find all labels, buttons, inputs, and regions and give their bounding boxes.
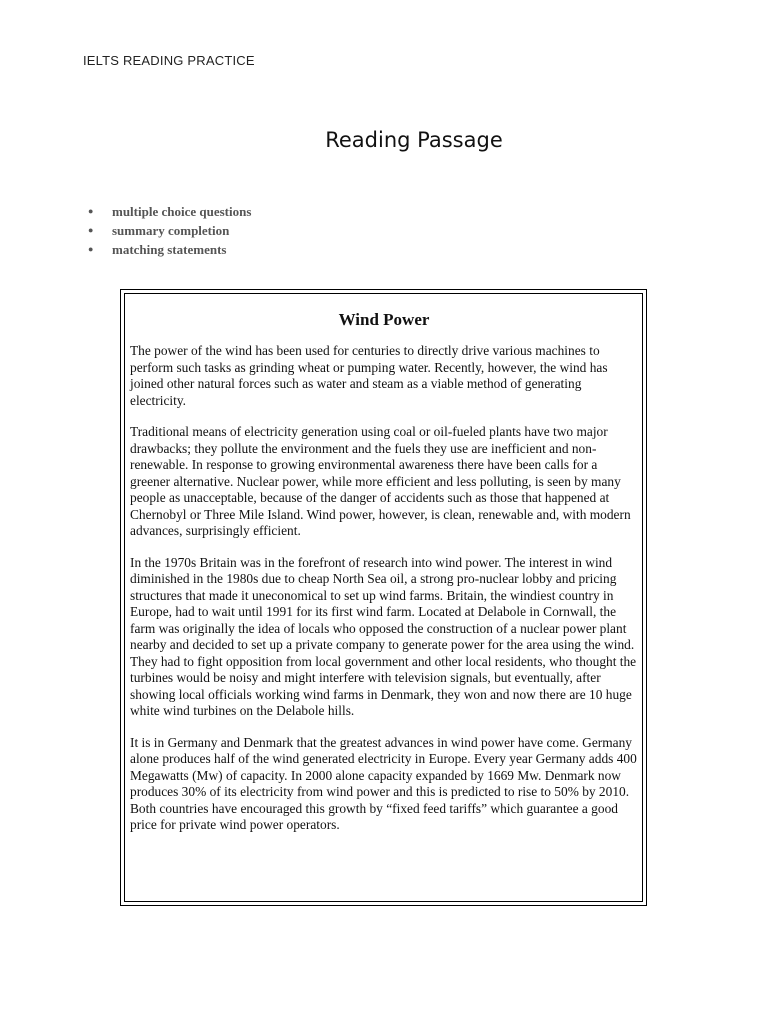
question-type-list (88, 202, 251, 259)
bullet-icon: ● (88, 225, 94, 235)
bullet-icon: ● (88, 244, 94, 254)
question-type-label: multiple choice questions (112, 204, 252, 219)
question-type-item (88, 221, 251, 240)
question-type-item (88, 240, 251, 259)
question-type-label: matching statements (112, 242, 227, 257)
page-title: Reading Passage (325, 128, 503, 152)
passage-paragraph: In the 1970s Britain was in the forefront of research into wind power. The interest in wind diminished in the 1980s due to cheap North Sea oil, a strong pro-nuclear lobby and pricing structures that made it uneconomical to set up wind farms. Britain, the windiest country in Europe, had to wait until 1991 for its first wind farm. Located at Delabole in Cornwall, the farm was originally the idea of locals who opposed the construction of a nuclear power plant nearby and decided to set up a private company to generate power for the area using the wind. They had to fight opposition from local government and other local residents, who thought the turbines would be noisy and might interfere with television signals, but eventually, after showing local officials working wind farms in Denmark, they won and now there are 10 huge white wind turbines on the Delabole hills. (130, 554, 637, 718)
header-label: IELTS READING PRACTICE (83, 53, 255, 68)
passage-paragraph: It is in Germany and Denmark that the greatest advances in wind power have come. Germany alone produces half of the wind generated electricity in Europe. Every year Germany adds 400 Megawatts (Mw) of capacity. In 2000 alone capacity expanded by 1669 Mw. Denmark now produces 30% of its electricity from wind power and this is predicted to rise to 50% by 2010. Both countries have encouraged this growth by “fixed feed tariffs” which guarantee a good price for private wind power operators. (130, 734, 637, 832)
passage-inner-border (124, 293, 643, 902)
passage-title: Wind Power (338, 310, 430, 329)
question-type-item (88, 202, 251, 221)
passage-paragraph: Traditional means of electricity generation using coal or oil-fueled plants have two major drawbacks; they pollute the environment and the fuels they use are inefficient and non-renewable. In response to growing environmental awareness there have been calls for a greener alternative. Nuclear power, while more efficient and less polluting, is seen by many people as unacceptable, because of the danger of accidents such as those that happened at Chernobyl or Three Mile Island. Wind power, however, is clean, renewable and, with modern advances, surprisingly efficient. (130, 424, 631, 538)
passage-box (120, 289, 647, 906)
bullet-icon: ● (88, 206, 94, 216)
question-type-label: summary completion (112, 223, 230, 238)
passage-paragraph: The power of the wind has been used for centuries to directly drive various machines to perform such tasks as grinding wheat or pumping water. Recently, however, the wind has joined other natural forces such as water and steam as a viable method of generating electricity. (130, 343, 608, 408)
